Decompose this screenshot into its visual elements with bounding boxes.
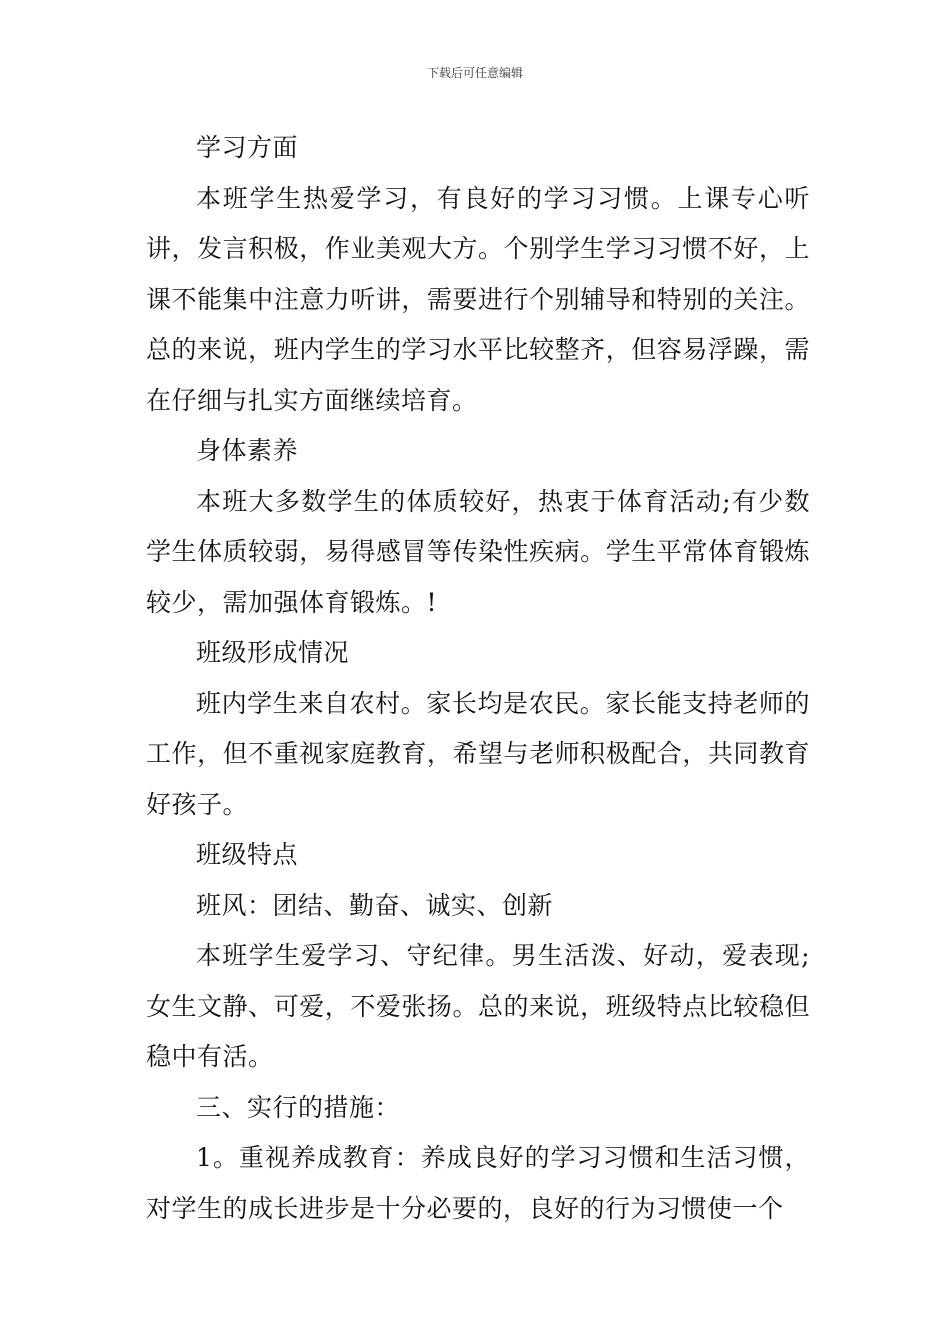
paragraph-physical: 本班大多数学生的体质较好，热衷于体育活动;有少数学生体质较弱，易得感冒等传染性疾病。学生平常体育锻炼较少，需加强体育锻炼。! (146, 486, 810, 617)
page-header: 下载后可任意编辑 (426, 66, 523, 80)
heading-physical: 身体素养 (196, 436, 299, 465)
paragraph-class-motto: 班风：团结、勤奋、诚实、创新 (196, 890, 554, 920)
paragraph-measure-1: 1。重视养成教育：养成良好的学习习惯和生活习惯，对学生的成长进步是十分必要的，良好的行为习惯使一个 (146, 1143, 810, 1223)
paragraph-study: 本班学生热爱学习，有良好的学习习惯。上课专心听讲，发言积极，作业美观大方。个别学生学习习惯不好，上课不能集中注意力听讲，需要进行个别辅导和特别的关注。总的来说，班内学生的学习水平比较整齐，但容易浮躁，需在仔细与扎实方面继续培育。 (146, 183, 810, 415)
heading-study: 学习方面 (196, 133, 299, 162)
paragraph-class-formation: 班内学生来自农村。家长均是农民。家长能支持老师的工作，但不重视家庭教育，希望与老师积极配合，共同教育好孩子。 (146, 688, 810, 819)
heading-measures: 三、实行的措施： (196, 1092, 401, 1122)
document-body (146, 123, 810, 1234)
paragraph-class-features: 本班学生爱学习、守纪律。男生活泼、好动，爱表现;女生文静、可爱，不爱张扬。总的来说，班级特点比较稳但稳中有活。 (146, 941, 810, 1071)
heading-class-features: 班级特点 (196, 840, 299, 869)
heading-class-formation: 班级形成情况 (196, 638, 350, 667)
